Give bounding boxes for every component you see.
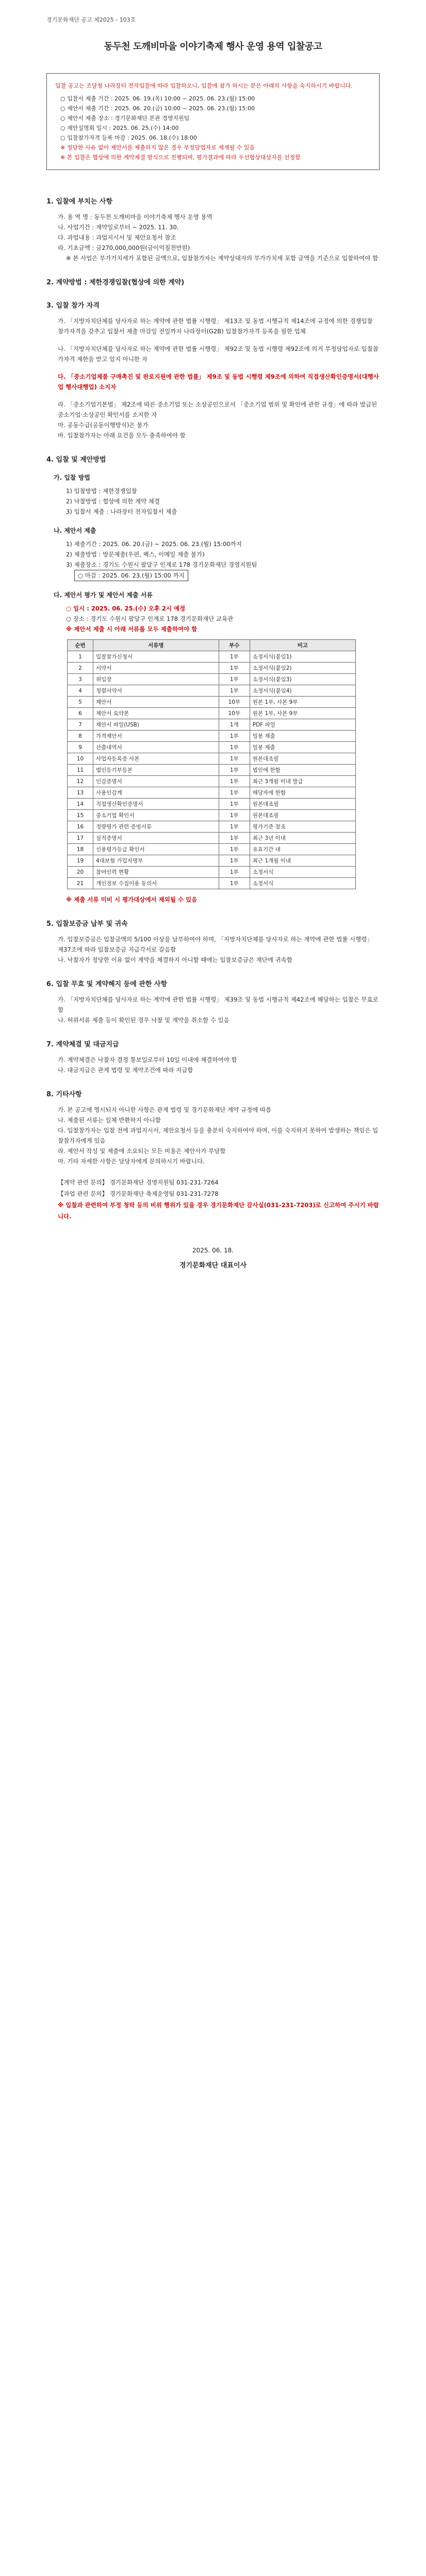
section-line: 다. 입찰참가자는 입찰 전에 과업지시서, 제안요청서 등을 충분히 숙지하여야 하며, 이를 숙지하지 못하여 발생하는 책임은 입찰참가자에게 있음 — [58, 1127, 379, 1144]
table-row — [68, 765, 356, 776]
table-cell: 1부 — [219, 663, 250, 674]
table-cell: 18 — [68, 844, 93, 855]
table-row — [68, 799, 356, 810]
table-row — [68, 855, 356, 867]
table-cell: 1부 — [219, 731, 250, 742]
table-cell: 1부 — [219, 821, 250, 833]
table-cell: 평가기준 참조 — [250, 821, 355, 833]
table-cell: 1부 — [219, 685, 250, 697]
table-row — [68, 697, 356, 708]
table-cell: 12 — [68, 776, 93, 787]
table-caption: ※ 제안서 제출 시 아래 서류를 모두 제출하여야 함 — [66, 625, 198, 633]
section-line: 2) 제출방법 : 방문제출(우편, 팩스, 이메일 제출 불가) — [66, 551, 205, 558]
table-cell: 유효기간 내 — [250, 844, 355, 855]
section-line: 나. 대금지급은 관계 법령 및 계약조건에 따라 지급함 — [58, 1066, 193, 1074]
table-cell: 원본 1부, 사본 9부 — [250, 708, 355, 719]
subsection-title: 나. 제안서 제출 — [54, 527, 96, 534]
table-cell: 청렴서약서 — [93, 685, 219, 697]
section-line: 가. 계약체결은 낙찰자 결정 통보일로부터 10일 이내에 체결하여야 함 — [58, 1056, 237, 1063]
issuer-name: 경기문화재단 대표이사 — [179, 1262, 247, 1269]
table-row — [68, 821, 356, 833]
notice-summary-box — [46, 73, 380, 170]
section-line: 바. 입찰참가자는 아래 요건을 모두 충족하여야 함 — [58, 432, 186, 439]
contact-line: ※ 입찰과 관련하여 부정 청탁 등의 비위 행위가 있을 경우 경기문화재단 감사실(031-231-7203)로 신고하여 주시기 바랍니다. — [58, 1201, 379, 1220]
table-row — [68, 867, 356, 878]
table-note: ※ 제출 서류 미비 시 평가대상에서 제외될 수 있음 — [66, 896, 198, 903]
table-cell: 1부 — [219, 674, 250, 685]
subsection-title: 가. 입찰 방법 — [54, 474, 90, 481]
section-line: 나. 제출된 서류는 일체 반환하지 아니함 — [58, 1116, 161, 1124]
table-cell: 최근 1개월 이내 — [250, 855, 355, 867]
table-cell: 9 — [68, 742, 93, 753]
table-cell: 10 — [68, 753, 93, 765]
table-cell: 소정서식(붙임4) — [250, 685, 355, 697]
table-cell: 1개 — [219, 719, 250, 731]
notice-box-head: 입찰 공고는 조달청 나라장터 전자입찰에 따라 입찰하오니, 입찰에 참가 하시는 분은 아래의 사항을 숙지하시기 바랍니다. — [55, 82, 353, 89]
table-cell: 1부 — [219, 799, 250, 810]
table-cell: 6 — [68, 708, 93, 719]
table-cell: 10부 — [219, 708, 250, 719]
table-row — [68, 787, 356, 799]
notice-box-row: ○ 제안서 제출 기간 : 2025. 06. 20.(금) 10:00 ~ 2025. 06. 23.(월) 15:00 — [60, 105, 255, 112]
table-cell: 4 — [68, 685, 93, 697]
section-line: 다. 과업내용 : 과업지시서 및 제안요청서 참조 — [58, 234, 176, 241]
table-row — [68, 844, 356, 855]
table-row — [68, 833, 356, 844]
section-line: 나. 낙찰자가 정당한 이유 없이 계약을 체결하지 아니할 때에는 입찰보증금은 재단에 귀속함 — [58, 956, 292, 963]
table-cell: 정량평가 관련 증빙서류 — [93, 821, 219, 833]
table-cell: 1부 — [219, 833, 250, 844]
table-row — [68, 708, 356, 719]
table-cell: 5 — [68, 697, 93, 708]
section-line: 1) 입찰방법 : 제한경쟁입찰 — [66, 487, 137, 495]
table-cell: 제안서 파일(USB) — [93, 719, 219, 731]
table-cell: 1부 — [219, 855, 250, 867]
table-cell: 소정서식 — [250, 878, 355, 889]
table-cell: 소정서식 — [250, 867, 355, 878]
section-line: 마. 기타 자세한 사항은 담당자에게 문의하시기 바랍니다. — [58, 1158, 205, 1165]
table-cell: 21 — [68, 878, 93, 889]
table-cell: 1부 — [219, 765, 250, 776]
table-cell: 13 — [68, 787, 93, 799]
section-7-title: 7. 계약체결 및 대금지급 — [46, 1041, 119, 1048]
table-cell: 실적증명서 — [93, 833, 219, 844]
section-line: 라. 기초금액 : 금270,000,000원(금이억칠천만원) — [58, 244, 190, 251]
contact-block — [58, 1177, 380, 1222]
table-cell: 해당자에 한함 — [250, 787, 355, 799]
section-line: 가. 입찰보증금은 입찰금액의 5/100 이상을 납부하여야 하며, 「지방자치단체를 당사자로 하는 계약에 관한 법률 시행령」 제37조에 따라 입찰보증금 지급각서로 갈음함 — [58, 936, 373, 953]
table-cell: 직접생산확인증명서 — [93, 799, 219, 810]
table-row — [68, 651, 356, 663]
table-cell: 4대보험 가입자명부 — [93, 855, 219, 867]
table-cell: 가격제안서 — [93, 731, 219, 742]
table-cell: 10부 — [219, 697, 250, 708]
table-cell: 소정서식(붙임1) — [250, 651, 355, 663]
table-cell: 1 — [68, 651, 93, 663]
table-cell: 11 — [68, 765, 93, 776]
table-cell: 7 — [68, 719, 93, 731]
table-cell: 14 — [68, 799, 93, 810]
section-4-title: 4. 입찰 및 제안방법 — [46, 456, 106, 464]
table-cell: 20 — [68, 867, 93, 878]
table-cell: 법인에 한함 — [250, 765, 355, 776]
table-cell: 19 — [68, 855, 93, 867]
table-cell: 개인정보 수집이용 동의서 — [93, 878, 219, 889]
table-cell: 참여인력 현황 — [93, 867, 219, 878]
table-cell: 1부 — [219, 742, 250, 753]
section-line: 2) 낙찰방법 : 협상에 의한 계약 체결 — [66, 498, 160, 505]
table-header-cell: 부수 — [219, 640, 250, 651]
table-cell: 17 — [68, 833, 93, 844]
section-3-title: 3. 입찰 참가 자격 — [46, 302, 100, 310]
table-cell: 원본대조필 — [250, 799, 355, 810]
table-header-cell: 순번 — [68, 640, 93, 651]
notice-box-row: ○ 제안설명회 일시 : 2025. 06. 25.(수) 14:00 — [60, 125, 179, 131]
section-line: 다. 「중소기업제품 구매촉진 및 판로지원에 관한 법률」 제9조 및 동법 시행령 제9조에 의하여 직접생산확인증명서(대행사업 행사대행업) 소지자 — [58, 373, 379, 391]
document-table — [67, 639, 356, 889]
section-5-title: 5. 입찰보증금 납부 및 귀속 — [46, 920, 128, 928]
table-cell: 법인등기부등본 — [93, 765, 219, 776]
deadline-box: ○ 마감 : 2025. 06. 23.(월) 15:00 까지 — [74, 570, 188, 581]
section-line: 마. 공동수급(공동이행방식)은 불가 — [58, 421, 149, 429]
table-header-row — [68, 640, 356, 651]
table-row — [68, 878, 356, 889]
table-row — [68, 719, 356, 731]
notice-box-row: ○ 제안서 제출 장소 : 경기문화재단 본관 경영지원팀 — [60, 115, 190, 122]
table-cell: 소정서식(붙임2) — [250, 663, 355, 674]
section-1-title: 1. 입찰에 부치는 사항 — [46, 198, 113, 206]
section-2-title: 2. 계약방법 : 제한경쟁입찰(협상에 의한 계약) — [46, 279, 185, 286]
notice-date: 2025. 06. 18. — [192, 1247, 234, 1254]
contact-line: 【계약 관련 문의】 경기문화재단 경영지원팀 031-231-7264 — [58, 1179, 219, 1186]
table-cell: 1부 — [219, 776, 250, 787]
table-row — [68, 663, 356, 674]
table-cell: 1부 — [219, 878, 250, 889]
table-cell: 사업자등록증 사본 — [93, 753, 219, 765]
section-line: 가. 본 공고에 명시되지 아니한 사항은 관계 법령 및 경기문화재단 계약 규정에 따름 — [58, 1106, 272, 1113]
notice-box-row: ○ 입찰참가자격 등록 마감 : 2025. 06. 18.(수) 18:00 — [60, 134, 197, 141]
table-cell: 최근 3개월 이내 발급 — [250, 776, 355, 787]
table-cell: PDF 파일 — [250, 719, 355, 731]
table-cell: 원본대조필 — [250, 753, 355, 765]
evaluation-date: ○ 일시 : 2025. 06. 25.(수) 오후 2시 예정 — [66, 605, 186, 612]
table-cell: 원본대조필 — [250, 810, 355, 821]
section-line: 가. 「지방자치단체를 당사자로 하는 계약에 관한 법률 시행령」 제39조 및 동법 시행규칙 제42조에 해당하는 입찰은 무효로 함 — [58, 996, 379, 1013]
page-title: 동두천 도깨비마을 이야기축제 행사 운영 용역 입찰공고 — [104, 41, 322, 52]
table-cell: 제안서 — [93, 697, 219, 708]
table-cell: 1부 — [219, 844, 250, 855]
table-cell: 3 — [68, 674, 93, 685]
table-cell: 산출내역서 — [93, 742, 219, 753]
table-cell: 사용인감계 — [93, 787, 219, 799]
table-cell: 16 — [68, 821, 93, 833]
evaluation-place: ○ 장소 : 경기도 수원시 팔달구 인계로 178 경기문화재단 교육관 — [66, 615, 234, 622]
section-line: 가. 「지방자치단체를 당사자로 하는 계약에 관한 법률 시행령」 제13조 및 동법 시행규칙 제14조에 규정에 의한 경쟁입찰 참가자격을 갖추고 입찰서 제출 마감일 전일까지 나라장터(G2B) 입찰참가자격 등록을 필한 업체 — [58, 317, 373, 335]
table-row — [68, 742, 356, 753]
table-cell: 최근 3년 이내 — [250, 833, 355, 844]
table-cell: 중소기업 확인서 — [93, 810, 219, 821]
table-row — [68, 810, 356, 821]
section-6-title: 6. 입찰 무효 및 계약해지 등에 관한 사항 — [46, 980, 168, 988]
section-line: 1) 제출기간 : 2025. 06. 20.(금) ~ 2025. 06. 23.(월) 15:00까지 — [66, 540, 242, 548]
table-cell: 인감증명서 — [93, 776, 219, 787]
table-cell: 1부 — [219, 867, 250, 878]
table-cell: 1부 — [219, 651, 250, 663]
table-cell: 1부 — [219, 753, 250, 765]
section-line: 가. 용 역 명 : 동두천 도깨비마을 이야기축제 행사 운영 용역 — [58, 213, 212, 221]
table-cell: 입찰참가신청서 — [93, 651, 219, 663]
section-line: 3) 제출장소 : 경기도 수원시 팔달구 인계로 178 경기문화재단 경영지원팀 — [66, 561, 257, 568]
section-line: 라. 「중소기업기본법」 제2조에 따른 중소기업 또는 소상공인으로서 「중소기업 범위 및 확인에 관한 규정」에 따라 발급된 중소기업·소상공인 확인서를 소지한 자 — [58, 401, 378, 418]
table-cell: 원본 1부, 사본 9부 — [250, 697, 355, 708]
table-row — [68, 685, 356, 697]
contact-line: 【과업 관련 문의】 경기문화재단 축제운영팀 031-231-7278 — [58, 1190, 219, 1197]
section-8-title: 8. 기타사항 — [46, 1091, 82, 1098]
table-row — [68, 731, 356, 742]
notice-box-row: ※ 정당한 사유 없이 제안서를 제출하지 않은 경우 부정당업자로 제재될 수 있음 — [60, 144, 255, 151]
table-header-cell: 비고 — [250, 640, 355, 651]
section-line: 나. 「지방자치단체를 당사자로 하는 계약에 관한 법률 시행령」 제92조 및 동법 시행령 제92조에 의거 부정당업자로 입찰참가자격 제한을 받고 있지 아니한 자 — [58, 345, 379, 363]
table-cell: 8 — [68, 731, 93, 742]
notice-box-row: ○ 입찰서 제출 기간 : 2025. 06. 19.(목) 10:00 ~ 2025. 06. 23.(월) 15:00 — [60, 95, 255, 102]
section-line: 라. 제안서 작성 및 제출에 소요되는 모든 비용은 제안사가 부담함 — [58, 1147, 226, 1155]
notice-box-row: ※ 본 입찰은 협상에 의한 계약체결 방식으로 진행되며, 평가결과에 따라 우선협상대상자를 선정함 — [60, 154, 301, 161]
table-cell: 1부 — [219, 810, 250, 821]
table-cell: 소정서식(붙임3) — [250, 674, 355, 685]
section-line: 나. 허위서류 제출 등이 확인된 경우 낙찰 및 계약을 취소할 수 있음 — [58, 1016, 230, 1024]
section-note: ※ 본 사업은 부가가치세가 포함된 금액으로, 입찰참가자는 계약상대자의 부가가치세 포함 금액을 기준으로 입찰하여야 함 — [66, 255, 379, 262]
table-cell: 밀봉 제출 — [250, 731, 355, 742]
subsection-title: 다. 제안서 평가 및 제안서 제출 서류 — [54, 591, 153, 599]
table-cell: 밀봉 제출 — [250, 742, 355, 753]
table-cell: 1부 — [219, 787, 250, 799]
table-header-cell: 서류명 — [93, 640, 219, 651]
table-row — [68, 753, 356, 765]
table-row — [68, 776, 356, 787]
table-row — [68, 674, 356, 685]
table-cell: 15 — [68, 810, 93, 821]
table-cell: 위임장 — [93, 674, 219, 685]
table-cell: 서약서 — [93, 663, 219, 674]
notice-number: 경기문화재단 공고 제2025 - 103호 — [46, 16, 136, 23]
table-cell: 제안서 요약본 — [93, 708, 219, 719]
section-line: 나. 사업기간 : 계약일로부터 ~ 2025. 11. 30. — [58, 224, 179, 231]
table-cell: 신용평가등급 확인서 — [93, 844, 219, 855]
table-cell: 2 — [68, 663, 93, 674]
signature-block — [46, 1243, 380, 1274]
section-line: 3) 입찰서 제출 : 나라장터 전자입찰서 제출 — [66, 508, 177, 515]
